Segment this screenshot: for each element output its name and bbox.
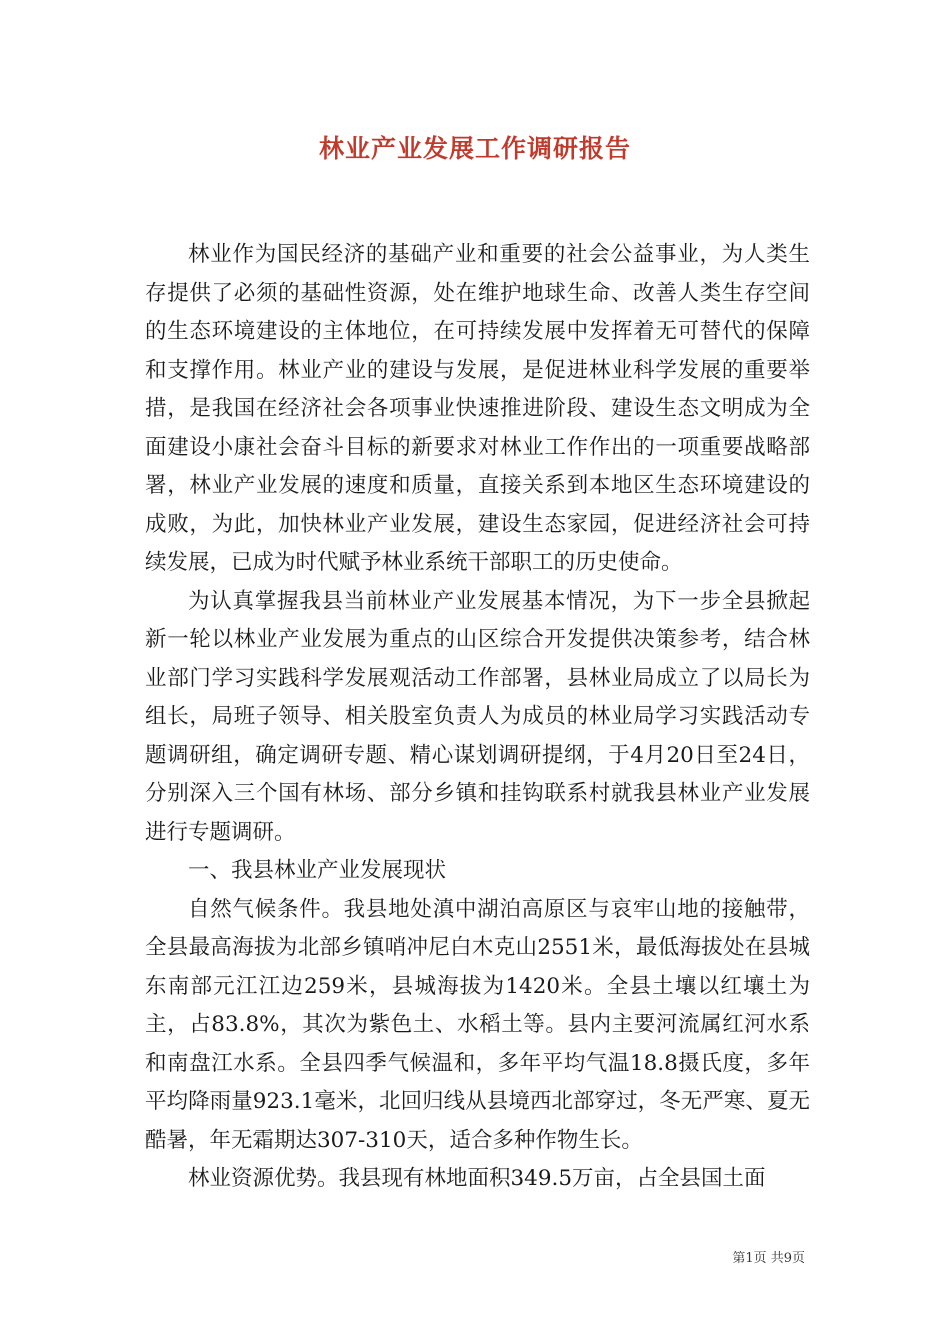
paragraph: 自然气候条件。我县地处滇中湖泊高原区与哀牢山地的接触带，全县最高海拔为北部乡镇哨冲尼白木克山2551米，最低海拔处在县城东南部元江江边259米，县城海拔为1420米。全县土壤以红壤土为主，占83.8%，其次为紫色土、水稻土等。县内主要河流属红河水系和南盘江水系。全县四季气候温和，多年平均气温18.8摄氏度，多年平均降雨量923.1毫米，北回归线从县境西北部穿过，冬无严寒、夏无酷暑，年无霜期达307-310天，适合多种作物生长。	[145, 896, 810, 1153]
document-title: 林业产业发展工作调研报告	[318, 134, 631, 163]
page-number-footer: 第1页 共9页	[732, 1251, 805, 1266]
document-body	[145, 236, 810, 1199]
paragraph: 林业作为国民经济的基础产业和重要的社会公益事业，为人类生存提供了必须的基础性资源，处在维护地球生命、改善人类生存空间的生态环境建设的主体地位，在可持续发展中发挥着无可替代的保障和支撑作用。林业产业的建设与发展，是促进林业科学发展的重要举措，是我国在经济社会各项事业快速推进阶段、建设生态文明成为全面建设小康社会奋斗目标的新要求对林业工作作出的一项重要战略部署，林业产业发展的速度和质量，直接关系到本地区生态环境建设的成败，为此，加快林业产业发展，建设生态家园，促进经济社会可持续发展，已成为时代赋予林业系统干部职工的历史使命。	[145, 242, 810, 575]
paragraph: 为认真掌握我县当前林业产业发展基本情况，为下一步全县掀起新一轮以林业产业发展为重点的山区综合开发提供决策参考，结合林业部门学习实践科学发展观活动工作部署，县林业局成立了以局长为组长，局班子领导、相关股室负责人为成员的林业局学习实践活动专题调研组，确定调研专题、精心谋划调研提纲，于4月20日至24日，分别深入三个国有林场、部分乡镇和挂钩联系村就我县林业产业发展进行专题调研。	[145, 588, 810, 845]
paragraph: 林业资源优势。我县现有林地面积349.5万亩，占全县国土面	[188, 1166, 766, 1191]
section-heading: 一、我县林业产业发展现状	[188, 858, 447, 883]
